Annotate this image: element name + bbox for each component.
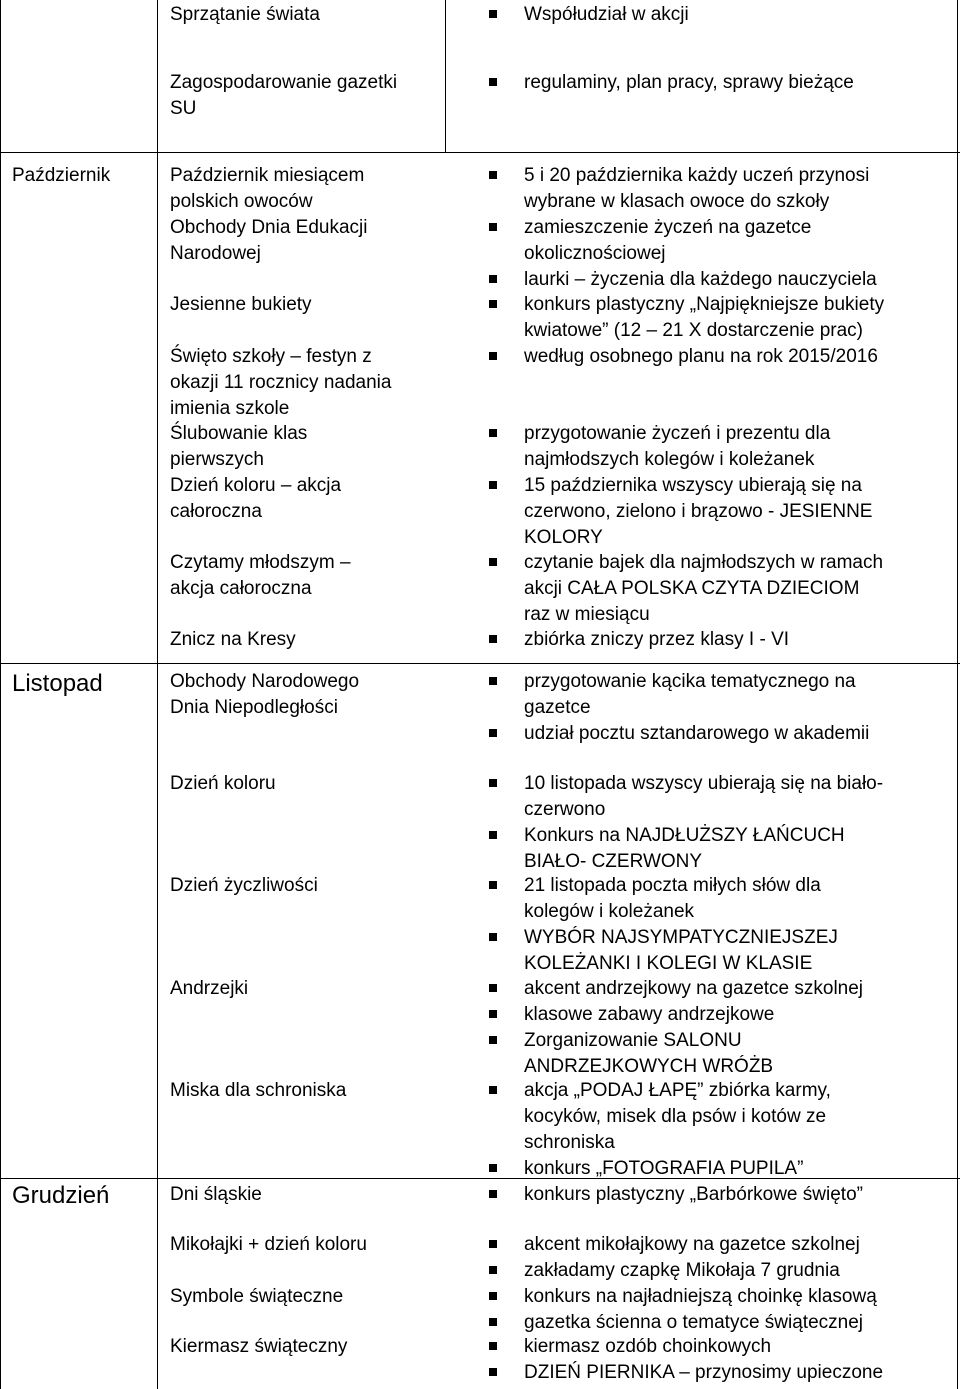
bullet-text-line: WYBÓR NAJSYMPATYCZNIEJSZEJ [524,927,838,948]
activity-cell [170,1182,460,1208]
bullet-item [489,1232,954,1258]
bullet-item [489,215,954,267]
square-bullet-icon [489,1292,497,1300]
bullet-text-line: KOLEŻANKI I KOLEGI W KLASIE [524,953,813,974]
bullet-text-line: udział pocztu sztandarowego w akademii [524,723,870,744]
square-bullet-icon [489,1368,497,1376]
bullet-text-line: czerwono [524,799,606,820]
bullet-text-line: akcji CAŁA POLSKA CZYTA DZIECIOM [524,578,860,599]
bullet-text [524,721,954,747]
bullet-text-line: Współudział w akcji [524,4,689,25]
bullet-text-line: zamieszczenie życzeń na gazetce [524,217,812,238]
activity-line: Miska dla schroniska [170,1080,347,1101]
activity-cell [170,1284,460,1310]
activity-line: Andrzejki [170,978,249,999]
square-bullet-icon [489,1266,497,1274]
month-label: Grudzień [12,1182,110,1209]
bullet-text-line: zbiórka zniczy przez klasy I - VI [524,629,790,650]
details-cell [489,1232,954,1284]
square-bullet-icon [489,779,497,787]
bullet-text [524,421,954,473]
bullet-text [524,473,954,551]
activity-line: Obchody Narodowego [170,671,360,692]
bullet-item [489,721,954,747]
activity-line: akcja całoroczna [170,578,312,599]
square-bullet-icon [489,10,497,18]
activity-line: Obchody Dnia Edukacji [170,217,368,238]
details-cell [489,627,954,653]
bullet-text-line: akcja „PODAJ ŁAPĘ” zbiórka karmy, [524,1080,831,1101]
details-cell [489,473,954,551]
bullet-text-line: kocyków, misek dla psów i kotów ze [524,1106,827,1127]
activity-line: Znicz na Kresy [170,629,296,650]
bullet-item [489,1310,954,1336]
bullet-text [524,823,954,875]
activity-cell [170,292,460,318]
details-cell [489,215,954,293]
row-divider-oct [0,152,960,153]
bullet-text [524,550,954,628]
activity-cell [170,163,460,215]
details-cell [489,550,954,628]
square-bullet-icon [489,558,497,566]
square-bullet-icon [489,1086,497,1094]
bullet-text [524,1182,954,1208]
activity-cell [170,771,460,797]
bullet-text-line: regulaminy, plan pracy, sprawy bieżące [524,72,854,93]
bullet-item [489,1334,954,1360]
bullet-item [489,627,954,653]
square-bullet-icon [489,1164,497,1172]
square-bullet-icon [489,677,497,685]
details-cell [489,344,954,370]
table-border-left [0,0,1,1389]
bullet-text [524,1156,954,1182]
bullet-item [489,925,954,977]
bullet-item [489,70,954,96]
bullet-item [489,267,954,293]
square-bullet-icon [489,223,497,231]
bullet-item [489,1028,954,1080]
square-bullet-icon [489,1010,497,1018]
bullet-text-line: kolegów i koleżanek [524,901,695,922]
activity-line: okazji 11 rocznicy nadania [170,372,392,393]
bullet-text [524,1232,954,1258]
bullet-text-line: laurki – życzenia dla każdego nauczyciela [524,269,877,290]
bullet-text-line: przygotowanie kącika tematycznego na [524,671,856,692]
activity-cell [170,1232,460,1258]
bullet-item [489,550,954,628]
details-cell [489,976,954,1080]
details-cell [489,2,954,28]
square-bullet-icon [489,984,497,992]
bullet-text-line: KOLORY [524,527,603,548]
bullet-text [524,925,954,977]
square-bullet-icon [489,1240,497,1248]
bullet-text-line: najmłodszych kolegów i koleżanek [524,449,815,470]
bullet-text-line: BIAŁO- CZERWONY [524,851,703,872]
activity-line: Symbole świąteczne [170,1286,344,1307]
bullet-item [489,771,954,823]
square-bullet-icon [489,881,497,889]
bullet-text [524,267,954,293]
details-cell [489,771,954,875]
bullet-text-line: wybrane w klasach owoce do szkoły [524,191,830,212]
details-cell [489,70,954,96]
bullet-item [489,163,954,215]
bullet-text-line: klasowe zabawy andrzejkowe [524,1004,775,1025]
details-cell [489,163,954,215]
activity-line: Dzień życzliwości [170,875,318,896]
bullet-text-line: schroniska [524,1132,615,1153]
activity-cell [170,669,460,721]
activity-line: całoroczna [170,501,262,522]
square-bullet-icon [489,171,497,179]
activity-line: Sprzątanie świata [170,4,320,25]
activity-cell [170,344,460,422]
bullet-item [489,1002,954,1028]
bullet-text-line: kiermasz ozdób choinkowych [524,1336,772,1357]
bullet-text-line: czerwono, zielono i brązowo - JESIENNE [524,501,873,522]
bullet-text [524,1284,954,1310]
details-cell [489,1334,954,1386]
activity-cell [170,473,460,525]
bullet-text [524,2,954,28]
bullet-text-line: Zorganizowanie SALONU [524,1030,742,1051]
details-cell [489,873,954,977]
bullet-item [489,976,954,1002]
bullet-item [489,873,954,925]
bullet-text [524,627,954,653]
activity-cell [170,2,460,28]
bullet-text-line: ANDRZEJKOWYCH WRÓŻB [524,1056,774,1077]
row-divider-nov [0,663,960,664]
bullet-item [489,1360,954,1386]
square-bullet-icon [489,1036,497,1044]
activity-cell [170,627,460,653]
activity-line: Czytamy młodszym – [170,552,351,573]
bullet-text [524,70,954,96]
activity-line: Kiermasz świąteczny [170,1336,348,1357]
bullet-item [489,1284,954,1310]
bullet-item [489,1258,954,1284]
square-bullet-icon [489,352,497,360]
bullet-text-line: konkurs plastyczny „Najpiękniejsze bukiety [524,294,885,315]
activity-line: Zagospodarowanie gazetki [170,72,398,93]
activity-line: Dnia Niepodległości [170,697,338,718]
square-bullet-icon [489,635,497,643]
bullet-text [524,873,954,925]
bullet-text-line: 15 października wszyscy ubierają się na [524,475,862,496]
bullet-text-line: konkurs „FOTOGRAFIA PUPILA” [524,1158,804,1179]
month-label: Październik [12,165,111,186]
bullet-text [524,1002,954,1028]
details-cell [489,1284,954,1336]
bullet-text [524,1028,954,1080]
bullet-item [489,669,954,721]
activity-cell [170,215,460,267]
bullet-item [489,421,954,473]
bullet-text-line: 5 i 20 października każdy uczeń przynosi [524,165,870,186]
activity-cell [170,70,460,122]
bullet-text [524,1310,954,1336]
bullet-text-line: akcent mikołajkowy na gazetce szkolnej [524,1234,860,1255]
bullet-text [524,344,954,370]
bullet-text [524,976,954,1002]
bullet-item [489,292,954,344]
square-bullet-icon [489,729,497,737]
bullet-text-line: gazetce [524,697,591,718]
bullet-text [524,163,954,215]
bullet-text-line: czytanie bajek dla najmłodszych w ramach [524,552,884,573]
bullet-item [489,1078,954,1156]
square-bullet-icon [489,1190,497,1198]
square-bullet-icon [489,481,497,489]
activity-line: polskich owoców [170,191,313,212]
bullet-item [489,473,954,551]
bullet-text [524,292,954,344]
bullet-text [524,771,954,823]
bullet-text-line: akcent andrzejkowy na gazetce szkolnej [524,978,864,999]
square-bullet-icon [489,275,497,283]
bullet-text-line: okolicznościowej [524,243,666,264]
details-cell [489,292,954,344]
activity-line: Mikołajki + dzień koloru [170,1234,367,1255]
bullet-text-line: przygotowanie życzeń i prezentu dla [524,423,831,444]
square-bullet-icon [489,429,497,437]
bullet-item [489,2,954,28]
activity-line: pierwszych [170,449,264,470]
activity-line: Dni śląskie [170,1184,262,1205]
details-cell [489,1078,954,1182]
activity-line: Ślubowanie klas [170,423,308,444]
square-bullet-icon [489,933,497,941]
activity-line: Październik miesiącem [170,165,365,186]
square-bullet-icon [489,831,497,839]
column-divider-month [157,0,158,1389]
activity-cell [170,1334,460,1360]
activity-line: Dzień koloru – akcja [170,475,342,496]
activity-cell [170,873,460,899]
bullet-text [524,1334,954,1360]
bullet-text-line: 10 listopada wszyscy ubierają się na biało- [524,773,884,794]
bullet-text-line: zakładamy czapkę Mikołaja 7 grudnia [524,1260,840,1281]
bullet-text-line: Konkurs na NAJDŁUŻSZY ŁAŃCUCH [524,825,845,846]
table-border-right [957,0,958,1389]
details-cell [489,1182,954,1208]
activity-line: SU [170,98,197,119]
activity-line: Święto szkoły – festyn z [170,346,372,367]
activity-cell [170,976,460,1002]
activity-cell [170,1078,460,1104]
bullet-text-line: DZIEŃ PIERNIKA – przynosimy upieczone [524,1362,884,1383]
bullet-text-line: gazetka ścienna o tematyce świątecznej [524,1312,864,1333]
activity-line: imienia szkole [170,398,290,419]
activity-cell [170,550,460,602]
square-bullet-icon [489,1342,497,1350]
bullet-text-line: raz w miesiącu [524,604,650,625]
bullet-text [524,1258,954,1284]
activity-line: Narodowej [170,243,261,264]
activity-cell [170,421,460,473]
bullet-item [489,823,954,875]
bullet-text [524,1360,954,1386]
bullet-item [489,1182,954,1208]
details-cell [489,421,954,473]
square-bullet-icon [489,78,497,86]
bullet-item [489,1156,954,1182]
bullet-item [489,344,954,370]
bullet-text-line: kwiatowe” (12 – 21 X dostarczenie prac) [524,320,863,341]
details-cell [489,669,954,747]
square-bullet-icon [489,1318,497,1326]
bullet-text [524,669,954,721]
square-bullet-icon [489,300,497,308]
month-label: Listopad [12,670,103,697]
bullet-text [524,1078,954,1156]
bullet-text-line: według osobnego planu na rok 2015/2016 [524,346,878,367]
bullet-text [524,215,954,267]
activity-line: Dzień koloru [170,773,276,794]
bullet-text-line: konkurs plastyczny „Barbórkowe święto” [524,1184,863,1205]
activity-line: Jesienne bukiety [170,294,312,315]
bullet-text-line: konkurs na najładniejszą choinkę klasową [524,1286,877,1307]
bullet-text-line: 21 listopada poczta miłych słów dla [524,875,821,896]
